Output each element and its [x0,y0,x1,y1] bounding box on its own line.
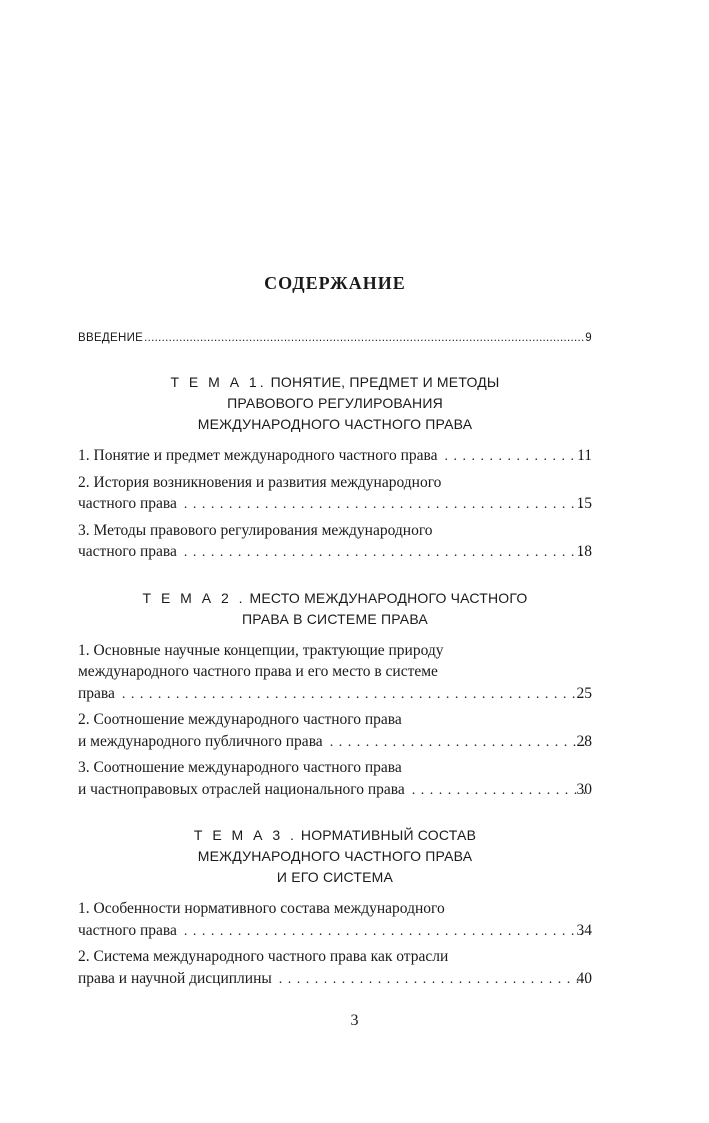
toc-entry-introduction[interactable] [78,332,592,344]
dot-leader [116,684,588,706]
theme-label: Т Е М А 3 . [193,827,297,843]
entry-last-line [78,731,592,754]
toc-entry[interactable] [78,898,592,942]
page-number: 3 [350,1012,359,1029]
entry-last-line [78,445,592,468]
entry-page: 9 [585,332,592,344]
theme-heading-line [78,846,592,867]
entry-text-line: и международного публичного права [78,732,323,750]
entry-text-line: 2. Соотношение международного частного права [78,711,402,728]
theme-heading-line [78,825,592,846]
theme-title-text: ПОНЯТИЕ, ПРЕДМЕТ И МЕТОДЫ [270,374,500,390]
theme-section-1 [78,372,592,564]
entry-label: ВВЕДЕНИЕ [78,332,144,344]
theme-section-2 [78,588,592,802]
theme-heading [78,372,592,435]
entry-page: 40 [576,969,592,987]
entry-last-line [78,683,592,706]
toc-entry[interactable] [78,472,592,516]
theme-heading [78,825,592,888]
entry-page: 25 [576,684,592,702]
theme-label: Т Е М А 2 . [142,589,246,606]
entry-text-line: частного права [78,495,177,512]
toc-entry[interactable] [78,946,592,990]
theme-label: Т Е М А 1. [170,374,267,390]
entry-last-line [78,968,592,991]
theme-heading-line [78,393,592,414]
entry-text-line: 2. Система международного частного права как отрасли [78,948,449,965]
entry-text-line: частного права [78,921,177,939]
theme-heading-line [78,414,592,435]
entry-page: 15 [576,495,592,512]
entry-page: 18 [576,543,592,560]
theme-title-text: И ЕГО СИСТЕМА [276,869,394,885]
dot-leader [144,332,584,344]
theme-heading-line [78,867,592,888]
theme-list [78,372,592,990]
theme-title-text: МЕЖДУНАРОДНОГО ЧАСТНОГО ПРАВА [197,416,473,432]
entry-text-line: 1. Основные научные концепции, трактующие природу [78,641,444,659]
entry-text-line: 3. Методы правового регулирования международного [78,521,433,539]
entry-text-line: международного частного права и его место в системе [78,663,438,680]
dot-leader [273,969,588,991]
theme-title-text: НОРМАТИВНЫЙ СОСТАВ [300,827,477,843]
entry-text-line: частного права [78,543,177,560]
entry-page: 11 [577,447,592,464]
toc-entry[interactable] [78,709,592,753]
toc-entry[interactable] [78,445,592,468]
entry-last-line [78,779,592,802]
theme-title-text: ПРАВОВОГО РЕГУЛИРОВАНИЯ [227,395,443,411]
entry-text-line: права [78,684,115,702]
entry-text-line: 1. Понятие и предмет международного частного права [78,447,438,464]
entry-page: 28 [576,732,592,750]
entry-page: 30 [576,780,592,798]
entry-text-line: права и научной дисциплины [78,969,272,987]
theme-heading [78,588,592,630]
entry-text-line: 3. Соотношение международного частного права [78,759,402,776]
table-of-contents [78,270,592,1014]
dot-leader [406,780,588,802]
dot-leader [178,921,588,943]
entry-page: 34 [576,921,592,939]
theme-title-text: ПРАВА В СИСТЕМЕ ПРАВА [242,610,428,627]
theme-heading-line [78,372,592,393]
dot-leader [324,732,588,754]
theme-title-text: МЕЖДУНАРОДНОГО ЧАСТНОГО ПРАВА [197,848,473,864]
entry-text-line: и частноправовых отраслей национального права [78,780,405,798]
dot-leader [438,446,588,468]
entry-last-line [78,541,592,564]
toc-entry[interactable] [78,520,592,564]
dot-leader [178,494,588,516]
toc-entry[interactable] [78,757,592,801]
theme-heading-line [78,609,592,630]
entry-last-line [78,493,592,516]
theme-title-text: МЕСТО МЕЖДУНАРОДНОГО ЧАСТНОГО [249,589,528,606]
toc-entry[interactable] [78,640,592,706]
entry-text-line: 2. История возникновения и развития международного [78,473,442,491]
entry-last-line [78,920,592,943]
toc-title: СОДЕРЖАНИЕ [264,273,406,293]
entry-text-line: 1. Особенности нормативного состава международного [78,900,445,917]
dot-leader [178,542,588,564]
theme-section-3 [78,825,592,990]
theme-heading-line [78,588,592,609]
